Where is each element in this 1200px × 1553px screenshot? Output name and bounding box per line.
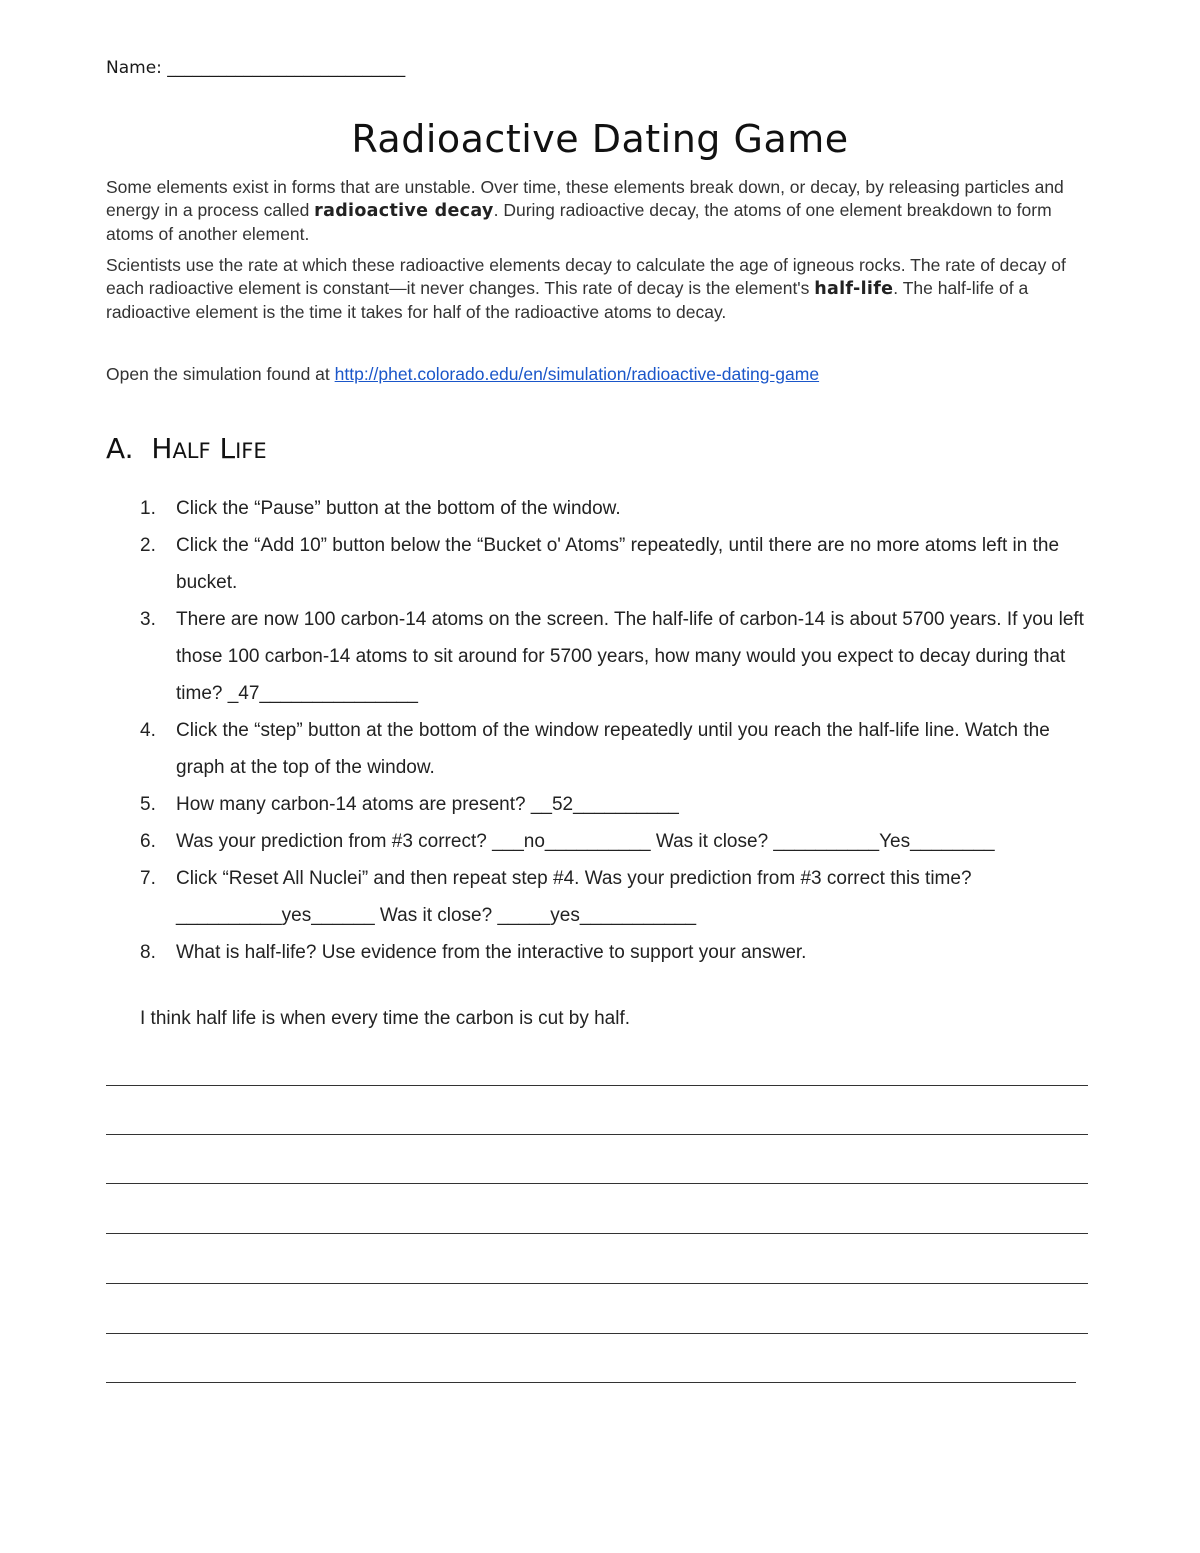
list-item: [140, 712, 1100, 786]
list-item: [140, 786, 1100, 823]
question-number: 6.: [140, 831, 156, 852]
answer-rule: [106, 1382, 1076, 1383]
intro-paragraph-2: [106, 254, 1096, 324]
answer-rule: [106, 1183, 1088, 1184]
term-radioactive-decay: radioactive decay: [314, 201, 494, 221]
list-item: [140, 490, 1100, 527]
question-text: How many carbon-14 atoms are present? __52__________: [176, 794, 679, 815]
list-item: [140, 601, 1100, 712]
question-text: Click the “Pause” button at the bottom of the window.: [176, 498, 621, 519]
intro-p1-text-b: . During radioactive decay, the atoms of one element breakdown to form atoms of another element.: [106, 200, 1052, 244]
intro-p2-text-b: . The half-life of a radioactive element is the time it takes for half of the radioactive atoms to decay.: [106, 278, 1029, 322]
question-number: 7.: [140, 868, 156, 889]
simulation-link[interactable]: http://phet.colorado.edu/en/simulation/radioactive-dating-game: [334, 364, 820, 384]
question-text: Click the “step” button at the bottom of the window repeatedly until you reach the half-life line. Watch the graph at the top of the window.: [176, 720, 1050, 778]
section-small-alf: ALF: [172, 439, 211, 463]
question-number: 2.: [140, 535, 156, 556]
list-item: [140, 527, 1100, 601]
section-cap-h: H: [151, 432, 173, 465]
question-text: What is half-life? Use evidence from the interactive to support your answer.: [176, 942, 807, 963]
section-cap-l: L: [219, 432, 236, 465]
answer-rule: [106, 1233, 1088, 1234]
list-item: [140, 860, 1100, 934]
answer-rule: [106, 1085, 1088, 1086]
question-list: [140, 490, 1100, 971]
question-number: 1.: [140, 498, 156, 519]
question-text: There are now 100 carbon-14 atoms on the screen. The half-life of carbon-14 is about 5700 years. If you left those 100 carbon-14 atoms to sit around for 5700 years, how many would you expect to decay during that time? _47_______________: [176, 609, 1084, 704]
list-item: [140, 823, 1100, 860]
section-heading-half-life: [106, 432, 267, 465]
question-number: 3.: [140, 609, 156, 630]
question-text: Click “Reset All Nuclei” and then repeat step #4. Was your prediction from #3 correct this time? __________yes______ Was it close? _____yes___________: [176, 868, 972, 926]
intro-p2-text-a: Scientists use the rate at which these radioactive elements decay to calculate the age of igneous rocks. The rate of decay of each radioactive element is constant—it never changes. This rate of decay is the element's: [106, 255, 1066, 298]
intro-paragraph-1: [106, 176, 1096, 246]
answer-text: I think half life is when every time the carbon is cut by half.: [140, 1008, 631, 1029]
list-item: [140, 934, 1100, 971]
intro-p1-text-a: Some elements exist in forms that are unstable. Over time, these elements break down, or decay, by releasing particles and energy in a process called: [106, 177, 1064, 220]
name-field-label: Name: ____________________________: [106, 58, 406, 78]
question-number: 8.: [140, 942, 156, 963]
section-small-ife: IFE: [235, 439, 267, 463]
answer-rule: [106, 1333, 1088, 1334]
section-prefix: A.: [106, 432, 134, 465]
question-text: Click the “Add 10” button below the “Bucket o' Atoms” repeatedly, until there are no more atoms left in the bucket.: [176, 535, 1060, 593]
page-title: Radioactive Dating Game: [351, 117, 849, 161]
question-number: 5.: [140, 794, 156, 815]
question-number: 4.: [140, 720, 156, 741]
term-half-life: half-life: [814, 279, 894, 299]
answer-rule: [106, 1283, 1088, 1284]
question-text: Was your prediction from #3 correct? ___no__________ Was it close? __________Yes________: [176, 831, 995, 852]
answer-rule: [106, 1134, 1088, 1135]
simulation-instruction-text: Open the simulation found at: [106, 364, 335, 384]
simulation-instruction: [106, 363, 1096, 386]
